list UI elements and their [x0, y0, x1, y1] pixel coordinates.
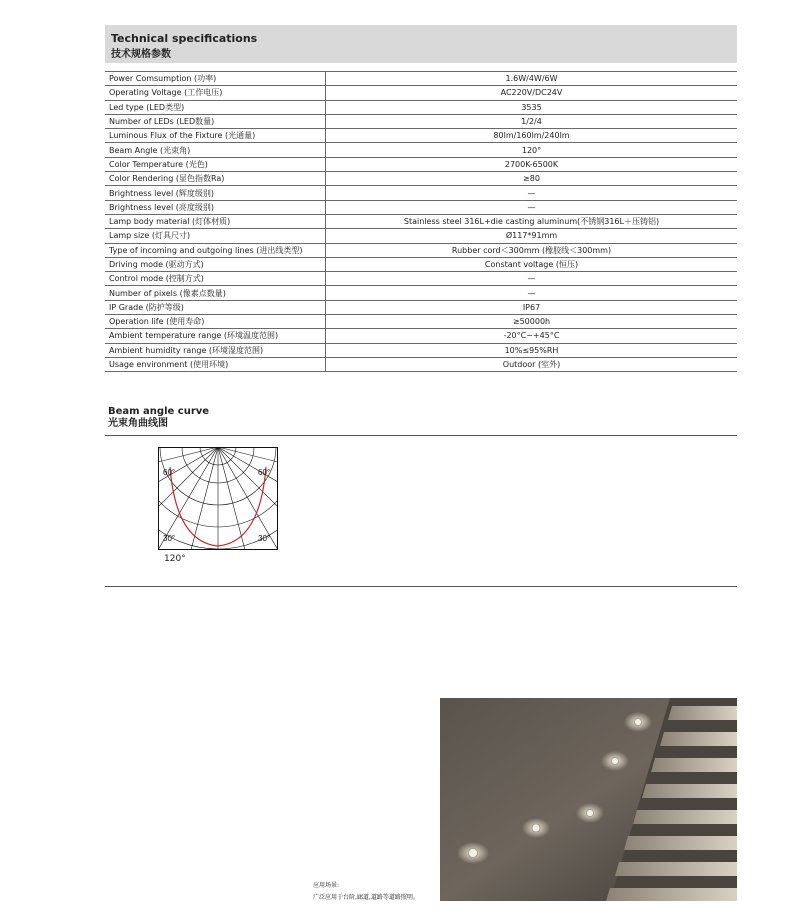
spec-row [105, 300, 737, 314]
spec-row [105, 229, 737, 243]
spec-row [105, 186, 737, 200]
beam-section-title [108, 406, 209, 430]
spec-key: Lamp size (灯具尺寸) [105, 229, 326, 243]
spec-value: Stainless steel 316L+die casting aluminum(不锈钢316L＋压铸铝) [326, 214, 738, 228]
spec-value: 120° [326, 143, 738, 157]
spec-row [105, 357, 737, 371]
spec-value: IP67 [326, 300, 738, 314]
spec-title-en: Technical specifications [111, 32, 258, 45]
label-30-right: 30° [258, 534, 271, 543]
label-60-right: 60° [258, 468, 271, 477]
spec-key: Control mode (控制方式) [105, 272, 326, 286]
spec-key: Number of LEDs (LED数量) [105, 114, 326, 128]
spec-key: Lamp body material (灯体材质) [105, 214, 326, 228]
spec-row [105, 143, 737, 157]
spec-row [105, 329, 737, 343]
spec-key: Color Rendering (显色指数Ra) [105, 172, 326, 186]
spec-key: Type of incoming and outgoing lines (进出线类型) [105, 243, 326, 257]
spec-row [105, 129, 737, 143]
beam-title-cn: 光束角曲线图 [108, 418, 168, 429]
section-divider-bottom [105, 586, 737, 587]
product-application-photo [440, 698, 737, 901]
spec-key: IP Grade (防护等级) [105, 300, 326, 314]
spec-value: 10%≤95%RH [326, 343, 738, 357]
label-60-left: 60° [163, 468, 176, 477]
spec-row [105, 86, 737, 100]
spec-row [105, 343, 737, 357]
spec-value: Outdoor (室外) [326, 357, 738, 371]
spec-value: 80lm/160lm/240lm [326, 129, 738, 143]
spec-value: — [326, 186, 738, 200]
spec-value: ≥80 [326, 172, 738, 186]
spec-key: Driving mode (驱动方式) [105, 257, 326, 271]
application-caption [313, 880, 419, 904]
caption-line-2: 广泛应用于台阶,廊道,道路等道路照明。 [313, 894, 419, 901]
spec-value: 2700K-6500K [326, 157, 738, 171]
spec-key: Number of pixels (像素点数量) [105, 286, 326, 300]
spec-row [105, 172, 737, 186]
spec-key: Ambient humidity range (环境湿度范围) [105, 343, 326, 357]
spec-header-bar [105, 25, 737, 63]
spec-key: Ambient temperature range (环境温度范围) [105, 329, 326, 343]
spec-value: -20°C~+45°C [326, 329, 738, 343]
spec-value: 1/2/4 [326, 114, 738, 128]
spec-row [105, 72, 737, 86]
spec-row [105, 243, 737, 257]
beam-angle-diagram [158, 447, 278, 550]
beam-title-en: Beam angle curve [108, 406, 210, 417]
spec-row [105, 114, 737, 128]
spec-row [105, 286, 737, 300]
spec-key: Led type (LED类型) [105, 100, 326, 114]
spec-key: Usage environment (使用环境) [105, 357, 326, 371]
spec-value: — [326, 272, 738, 286]
spec-key: Brightness level (亮度级别) [105, 200, 326, 214]
spec-row [105, 272, 737, 286]
spec-value: AC220V/DC24V [326, 86, 738, 100]
spec-row [105, 100, 737, 114]
spec-row [105, 257, 737, 271]
spec-key: Operation life (使用寿命) [105, 315, 326, 329]
spec-key: Color Temperature (光色) [105, 157, 326, 171]
spec-table [105, 71, 737, 372]
spec-key: Luminous Flux of the Fixture (光通量) [105, 129, 326, 143]
spec-key: Power Comsumption (功率) [105, 72, 326, 86]
spec-row [105, 200, 737, 214]
spec-value: Constant voltage (恒压) [326, 257, 738, 271]
spec-row [105, 214, 737, 228]
spec-value: — [326, 286, 738, 300]
label-30-left: 30° [163, 534, 176, 543]
spec-value: 1.6W/4W/6W [326, 72, 738, 86]
spec-value: 3535 [326, 100, 738, 114]
spec-value: ≥50000h [326, 315, 738, 329]
spec-value: — [326, 200, 738, 214]
spec-key: Beam Angle (光束角) [105, 143, 326, 157]
caption-line-1: 应用场景: [313, 882, 340, 889]
spec-key: Brightness level (辉度级别) [105, 186, 326, 200]
spec-title-cn: 技术规格参数 [111, 49, 171, 60]
spec-value: Rubber cord＜300mm (橡胶线＜300mm) [326, 243, 738, 257]
spec-value: Ø117*91mm [326, 229, 738, 243]
spec-row [105, 157, 737, 171]
spec-row [105, 315, 737, 329]
beam-angle-label: 120° [164, 554, 186, 564]
section-divider-top [105, 435, 737, 436]
spec-key: Operating Voltage (工作电压) [105, 86, 326, 100]
